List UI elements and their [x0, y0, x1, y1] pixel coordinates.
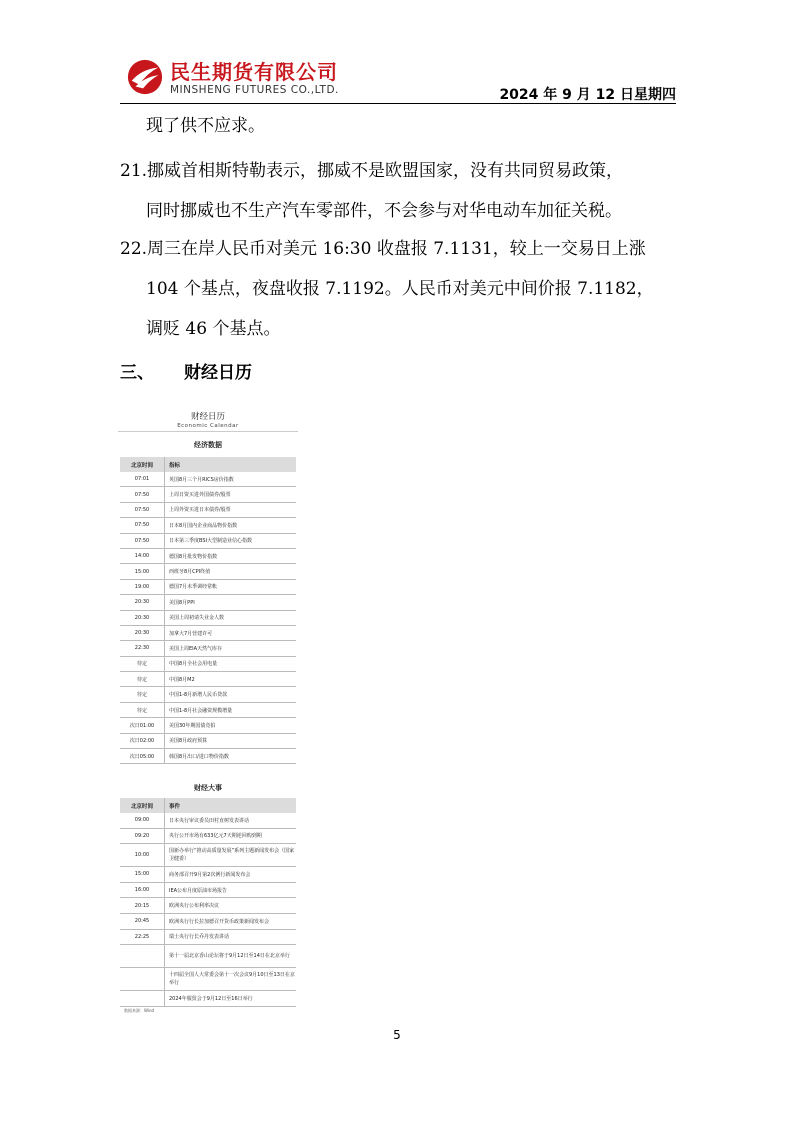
time-cell: 20:30	[120, 625, 165, 640]
content-cell: 美国30年期国债竞拍	[165, 718, 297, 733]
time-cell: 22:30	[120, 641, 165, 656]
content-cell: 国新办举行“推动高质量发展”系列主题新闻发布会（国家卫健委）	[165, 844, 297, 867]
time-cell: 14:00	[120, 548, 165, 563]
events-heading: 财经大事	[194, 784, 222, 792]
content-cell: 中国1-8月社会融资规模增量	[165, 702, 297, 717]
time-cell	[120, 991, 165, 1007]
time-cell: 20:30	[120, 595, 165, 610]
content-cell: 上周日资买进外国债券/股票	[165, 487, 297, 502]
time-cell: 20:30	[120, 610, 165, 625]
table-row	[120, 913, 296, 929]
table-row	[120, 968, 296, 991]
table-row	[120, 472, 296, 487]
table-row	[120, 579, 296, 594]
content-cell: 商务部召开9月第2次例行新闻发布会	[165, 867, 297, 883]
news-item-21	[120, 151, 680, 231]
content-cell: 美国8月PPI	[165, 595, 297, 610]
table-header-row	[120, 798, 296, 813]
text-line: 22.周三在岸人民币对美元 16:30 收盘报 7.1131，较上一交易日上涨	[120, 239, 646, 259]
report-date: 2024 年 9 月 12 日星期四	[499, 87, 676, 103]
time-cell: 22:25	[120, 929, 165, 945]
text-line: 现了供不应求。	[146, 116, 265, 136]
time-cell: 20:15	[120, 898, 165, 914]
text-line: 同时挪威也不生产汽车零部件，不会参与对华电动车加征关税。	[146, 201, 622, 221]
content-cell: 央行公开市场有633亿元7天期逆回购到期	[165, 828, 297, 844]
header-divider	[120, 103, 676, 104]
news-item-22	[120, 229, 680, 349]
table-row	[120, 718, 296, 733]
calendar-rule	[118, 431, 298, 432]
table-row	[120, 828, 296, 844]
time-cell: 次日01:00	[120, 718, 165, 733]
table-row	[120, 672, 296, 687]
content-cell: 韩国8月出口/进口物价指数	[165, 749, 297, 764]
content-cell: 十四届全国人大常委会第十一次会议9月10日至13日在京举行	[165, 968, 297, 991]
table-row	[120, 610, 296, 625]
content-cell: 中国8月M2	[165, 672, 297, 687]
content-cell: 欧洲央行公布利率决议	[165, 898, 297, 914]
content-cell: 日本第三季度BSI大型制造业信心指数	[165, 533, 297, 548]
section-heading	[120, 358, 252, 383]
paragraph-continuation	[146, 106, 706, 146]
page-header	[120, 52, 676, 104]
page-number: 5	[393, 1028, 401, 1042]
calendar-title: 财经日历	[190, 412, 225, 422]
content-cell: 上周外资买进日本债券/股票	[165, 502, 297, 517]
table-row	[120, 502, 296, 517]
calendar-subtitle: Economic Calendar	[177, 423, 239, 429]
time-cell: 10:00	[120, 844, 165, 867]
table-row	[120, 867, 296, 883]
company-name-cn: 民生期货有限公司	[170, 60, 338, 84]
time-cell: 15:00	[120, 867, 165, 883]
time-cell: 待定	[120, 687, 165, 702]
content-cell: 日本8月国内企业商品物价指数	[165, 518, 297, 533]
time-cell: 15:00	[120, 564, 165, 579]
econ-data-table	[120, 457, 296, 764]
time-cell	[120, 945, 165, 968]
text-line: 21.挪威首相斯特勒表示，挪威不是欧盟国家，没有共同贸易政策，	[120, 161, 624, 181]
time-cell: 次日05:00	[120, 749, 165, 764]
section-title: 财经日历	[184, 363, 252, 383]
company-logo	[126, 56, 366, 100]
content-cell: 美国8月政府预算	[165, 733, 297, 748]
time-cell: 16:00	[120, 882, 165, 898]
table-row	[120, 945, 296, 968]
content-cell: 瑞士央行行长乔丹发表讲话	[165, 929, 297, 945]
time-cell: 19:00	[120, 579, 165, 594]
section-number: 三、	[120, 363, 154, 383]
col-header-indicator: 指标	[165, 457, 297, 472]
table-row	[120, 749, 296, 764]
content-cell: 美国上周EIA天然气库存	[165, 641, 297, 656]
time-cell: 09:20	[120, 828, 165, 844]
content-cell: 2024年服贸会于9月12日至16日举行	[165, 991, 297, 1007]
economic-calendar-figure	[118, 404, 298, 1016]
content-cell: 美国上周初请失业金人数	[165, 610, 297, 625]
time-cell: 09:00	[120, 813, 165, 828]
col-header-event: 事件	[165, 798, 297, 813]
company-name-en: MINSHENG FUTURES CO.,LTD.	[170, 84, 339, 96]
time-cell: 07:50	[120, 518, 165, 533]
table-row	[120, 533, 296, 548]
table-row	[120, 733, 296, 748]
table-row	[120, 518, 296, 533]
text-line: 调贬 46 个基点。	[146, 319, 281, 339]
table-row	[120, 898, 296, 914]
content-cell: 日本央行审议委员田村直树发表讲话	[165, 813, 297, 828]
table-row	[120, 813, 296, 828]
content-cell: IEA公布月度原油市场报告	[165, 882, 297, 898]
time-cell: 07:50	[120, 533, 165, 548]
content-cell: 中国1-8月新增人民币贷款	[165, 687, 297, 702]
time-cell: 待定	[120, 672, 165, 687]
content-cell: 德国8月批发物价指数	[165, 548, 297, 563]
time-cell: 07:01	[120, 472, 165, 487]
table-row	[120, 929, 296, 945]
table-row	[120, 882, 296, 898]
content-cell: 加拿大7月营建许可	[165, 625, 297, 640]
events-table	[120, 798, 296, 1007]
minsheng-logo-icon	[126, 58, 164, 96]
time-cell: 20:45	[120, 913, 165, 929]
content-cell: 英国8月三个月RICS房价指数	[165, 472, 297, 487]
table-row	[120, 702, 296, 717]
time-cell: 待定	[120, 702, 165, 717]
table-row	[120, 641, 296, 656]
table-row	[120, 625, 296, 640]
time-cell	[120, 968, 165, 991]
table-row	[120, 548, 296, 563]
table-row	[120, 564, 296, 579]
econ-data-heading: 经济数据	[194, 441, 222, 449]
time-cell: 07:50	[120, 487, 165, 502]
time-cell: 次日02:00	[120, 733, 165, 748]
table-row	[120, 844, 296, 867]
col-header-time: 北京时间	[120, 457, 165, 472]
content-cell: 第十一届北京香山论坛将于9月12日至14日在北京举行	[165, 945, 297, 968]
col-header-time: 北京时间	[120, 798, 165, 813]
table-header-row	[120, 457, 296, 472]
content-cell: 西班牙8月CPI终值	[165, 564, 297, 579]
text-line: 104 个基点，夜盘收报 7.1192。人民币对美元中间价报 7.1182，	[146, 279, 654, 299]
content-cell: 欧洲央行行长拉加德召开货币政策新闻发布会	[165, 913, 297, 929]
table-row	[120, 991, 296, 1007]
table-row	[120, 595, 296, 610]
time-cell: 07:50	[120, 502, 165, 517]
table-row	[120, 687, 296, 702]
data-source-note: 数据来源：Wind	[124, 1008, 155, 1013]
time-cell: 待定	[120, 656, 165, 671]
table-row	[120, 656, 296, 671]
content-cell: 德国7月未季调经常帐	[165, 579, 297, 594]
table-row	[120, 487, 296, 502]
content-cell: 中国8月全社会用电量	[165, 656, 297, 671]
